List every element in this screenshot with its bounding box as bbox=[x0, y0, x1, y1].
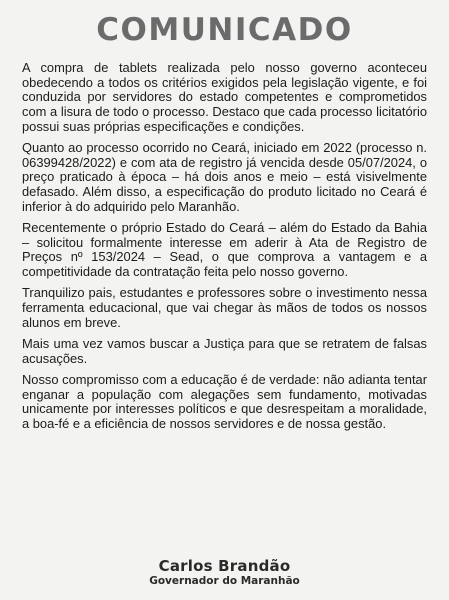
paragraph: Mais uma vez vamos buscar a Justiça para que se retratem de falsas acusações. bbox=[22, 335, 427, 366]
document-body bbox=[22, 61, 427, 432]
paragraph: Nosso compromisso com a educação é de verdade: não adianta tentar enganar a população com alegações sem fundamento, motivadas unicamente por interesses políticos e que desrespeitam a moralidade, a boa-fé e a eficiência de nossos servidores e de nossa gestão. bbox=[22, 371, 427, 431]
paragraph: Recentemente o próprio Estado do Ceará – além do Estado da Bahia – solicitou formalmente interesse em aderir à Ata de Registro de Preços nº 153/2024 – Sead, o que comprova a vantagem e a competitividade da contratação feita pelo nosso governo. bbox=[22, 220, 427, 280]
signature-block bbox=[0, 557, 449, 588]
paragraph: Tranquilizo pais, estudantes e professores sobre o investimento nessa ferramenta educacional, que vai chegar às mãos de todos os nossos alunos em breve. bbox=[22, 285, 427, 330]
document-title: COMUNICADO bbox=[96, 12, 353, 48]
signatory-role: Governador do Maranhão bbox=[149, 575, 300, 587]
paragraph: Quanto ao processo ocorrido no Ceará, iniciado em 2022 (processo n. 06399428/2022) e com ata de registro já vencida desde 05/07/2024, o preço praticado à época – há dois anos e meio – está visivelmente defasado. Além disso, a especificação do produto licitado no Ceará é inferior à do adquirido pelo Maranhão. bbox=[22, 140, 427, 214]
paragraph: A compra de tablets realizada pelo nosso governo aconteceu obedecendo a todos os critérios exigidos pela legislação vigente, e foi conduzida por servidores do estado competentes e comprometidos com a lisura de todo o processo. Destaco que cada processo licitatório possui suas próprias especificações e condições. bbox=[22, 60, 427, 134]
signatory-name: Carlos Brandão bbox=[158, 557, 291, 575]
